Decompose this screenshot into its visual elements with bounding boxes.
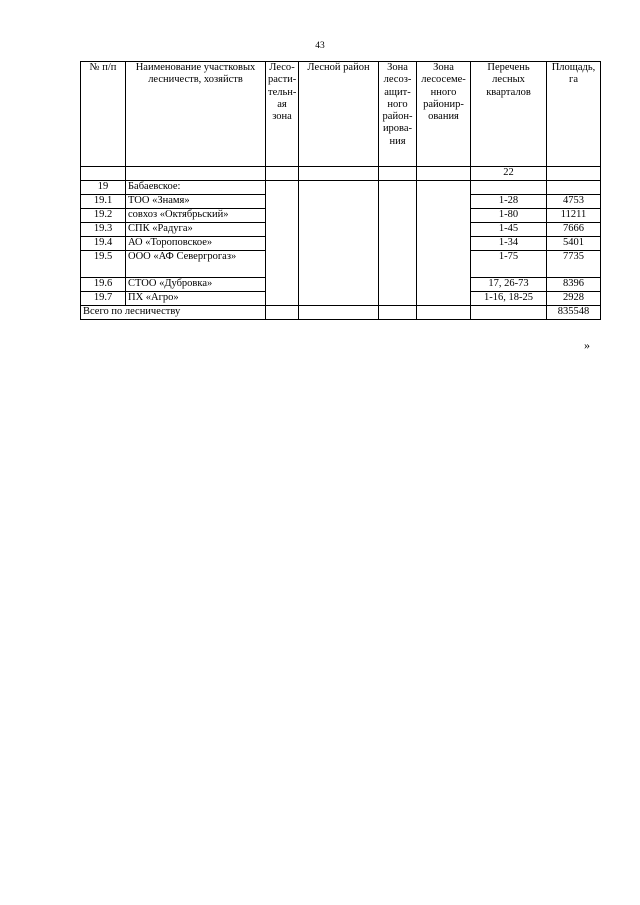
- cell-num: 19.2: [81, 209, 126, 223]
- closing-quote: »: [584, 338, 590, 352]
- cell-name: СТОО «Дубровка»: [126, 278, 266, 292]
- cell-name: АО «Тороповское»: [126, 237, 266, 251]
- header-protect-zone: Зона лесозащитного районирования: [379, 62, 417, 167]
- cell-area: 5401: [547, 237, 601, 251]
- group-row: [81, 181, 601, 195]
- cell-area: 11211: [547, 209, 601, 223]
- cell-quarters: 1-80: [471, 209, 547, 223]
- cell-area: 2928: [547, 292, 601, 306]
- cell-name: ООО «АФ Севергрогаз»: [126, 251, 266, 278]
- cell-num: 19.6: [81, 278, 126, 292]
- cell-num: 19.5: [81, 251, 126, 278]
- cell-num: 19.4: [81, 237, 126, 251]
- cell-quarters: 1-45: [471, 223, 547, 237]
- cell-area: 7735: [547, 251, 601, 278]
- cell-name: ТОО «Знамя»: [126, 195, 266, 209]
- cell-num: 19.7: [81, 292, 126, 306]
- cell-num: 19.1: [81, 195, 126, 209]
- cell-quarters: 22: [471, 167, 547, 181]
- cell-quarters: 1-28: [471, 195, 547, 209]
- header-forest-region: Лесной район: [299, 62, 379, 167]
- page-number: 43: [315, 41, 325, 51]
- header-num: № п/п: [81, 62, 126, 167]
- cell-num: 19.3: [81, 223, 126, 237]
- cell-area: 7666: [547, 223, 601, 237]
- cell-num: 19: [81, 181, 126, 195]
- cell-name: совхоз «Октябрьский»: [126, 209, 266, 223]
- table-row: [81, 167, 601, 181]
- header-seed-zone: Зона лесосеменного районирования: [417, 62, 471, 167]
- cell-area: 8396: [547, 278, 601, 292]
- cell-quarters: 17, 26-73: [471, 278, 547, 292]
- header-row: [81, 62, 601, 167]
- total-area: 835548: [547, 306, 601, 320]
- cell-area: 4753: [547, 195, 601, 209]
- total-label: Всего по лесничеству: [81, 306, 266, 320]
- total-row: [81, 306, 601, 320]
- cell-name: СПК «Радуга»: [126, 223, 266, 237]
- cell-quarters: 1-75: [471, 251, 547, 278]
- header-name: Наименование участковых лесничеств, хозяйств: [126, 62, 266, 167]
- header-forest-zone: Лесорастительная зона: [266, 62, 299, 167]
- cell-name: ПХ «Агро»: [126, 292, 266, 306]
- cell-quarters: 1-16, 18-25: [471, 292, 547, 306]
- cell-name: Бабаевское:: [126, 181, 266, 195]
- header-quarters: Перечень лесных кварталов: [471, 62, 547, 167]
- forestry-table: [80, 61, 601, 320]
- header-area: Площадь, га: [547, 62, 601, 167]
- cell-quarters: 1-34: [471, 237, 547, 251]
